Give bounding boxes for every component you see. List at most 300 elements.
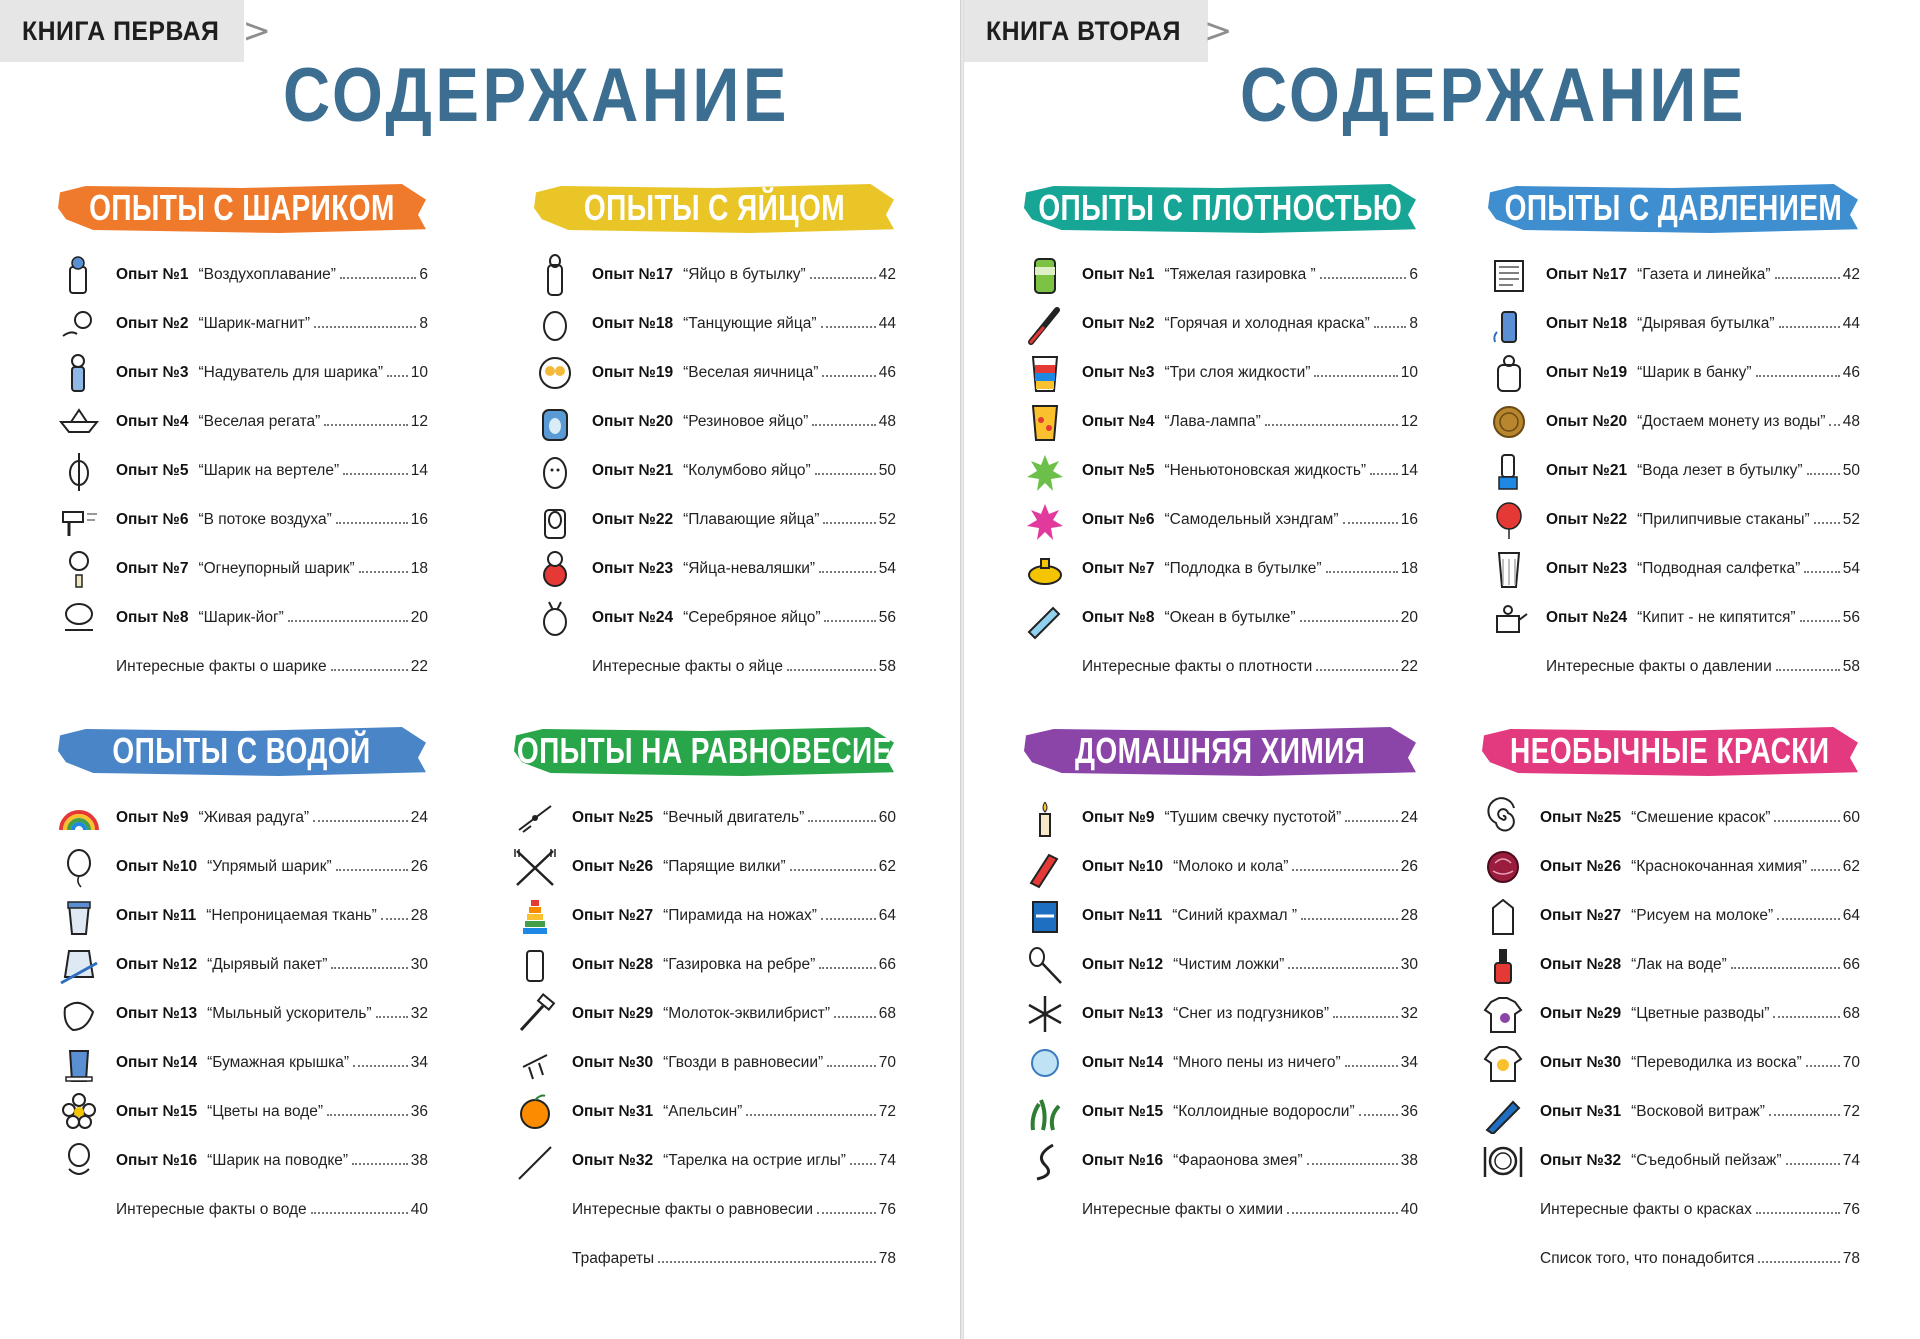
section-banner <box>1486 180 1860 236</box>
experiment-number: Опыт №9 <box>1082 808 1155 826</box>
toc-entry[interactable] <box>56 1136 428 1185</box>
toc-entry[interactable] <box>1486 495 1860 544</box>
toc-entry[interactable] <box>1022 495 1418 544</box>
dot-leader <box>850 1163 876 1165</box>
nails-icon <box>512 1041 558 1085</box>
page-title: СОДЕРЖАНИЕ <box>283 53 790 138</box>
entry-title: “Бумажная крышка” <box>207 1053 350 1071</box>
dot-leader <box>1343 522 1398 524</box>
fried-egg-icon <box>532 351 578 395</box>
entry-title: “Много пены из ничего” <box>1173 1053 1341 1071</box>
dot-leader <box>1265 424 1398 426</box>
experiment-number: Опыт №15 <box>1082 1102 1164 1120</box>
experiment-number: Опыт №12 <box>116 955 198 973</box>
page-number: 16 <box>1400 510 1418 528</box>
toc-entry[interactable] <box>1480 1087 1860 1136</box>
experiment-number: Опыт №11 <box>1082 906 1163 924</box>
dot-leader <box>387 375 408 377</box>
toc-entry[interactable] <box>1486 299 1860 348</box>
page-number: 30 <box>1400 955 1418 973</box>
dot-leader <box>1756 1212 1840 1214</box>
experiment-number: Опыт №23 <box>592 559 674 577</box>
entry-title: “Колумбово яйцо” <box>683 461 811 479</box>
leaky-bag-icon <box>56 943 102 987</box>
experiment-number: Опыт №19 <box>1546 363 1628 381</box>
dot-leader <box>1756 375 1840 377</box>
toc-entry[interactable] <box>1022 1087 1418 1136</box>
entry-title: “Цветы на воде” <box>207 1102 324 1120</box>
dot-leader <box>823 522 875 524</box>
experiment-number: Опыт №13 <box>1082 1004 1164 1022</box>
toc-entry[interactable] <box>532 446 896 495</box>
dot-leader <box>1359 1114 1398 1116</box>
toc-entry[interactable] <box>532 495 896 544</box>
entry-title: “Горячая и холодная краска” <box>1164 314 1370 332</box>
page-number: 24 <box>410 808 428 826</box>
toc-entry[interactable] <box>1480 842 1860 891</box>
entry-title: “Упрямый шарик” <box>207 857 332 875</box>
toc-entry[interactable] <box>512 1087 896 1136</box>
page-number: 78 <box>1842 1249 1860 1267</box>
page-number: 14 <box>410 461 428 479</box>
entry-title: “Чистим ложки” <box>1173 955 1285 973</box>
toc-entry[interactable] <box>56 1038 428 1087</box>
red-balloon-icon <box>1486 498 1532 542</box>
toc-entry[interactable] <box>1480 989 1860 1038</box>
page-number: 58 <box>878 657 896 675</box>
experiment-number: Опыт №7 <box>1082 559 1155 577</box>
entry-title: “Подлодка в бутылке” <box>1164 559 1322 577</box>
dot-leader <box>790 869 876 871</box>
experiment-number: Опыт №21 <box>592 461 674 479</box>
dot-leader <box>812 424 875 426</box>
section-heading: ДОМАШНЯЯ ХИМИЯ <box>1074 730 1366 771</box>
page-number: 36 <box>410 1102 428 1120</box>
entry-title: “Веселая регата” <box>198 412 321 430</box>
toc-entry[interactable] <box>1480 1038 1860 1087</box>
dot-leader <box>327 1114 408 1116</box>
toc-entry[interactable] <box>1022 250 1418 299</box>
toc-entry[interactable] <box>1480 891 1860 940</box>
seaweed-icon <box>1022 1090 1068 1134</box>
page-number: 12 <box>1400 412 1418 430</box>
page-number: 38 <box>410 1151 428 1169</box>
glass-paper-icon <box>56 1041 102 1085</box>
entry-title: “Прилипчивые стаканы” <box>1637 510 1810 528</box>
toc-entry[interactable] <box>532 642 896 691</box>
experiment-number: Опыт №14 <box>1082 1053 1164 1071</box>
dot-leader <box>336 869 408 871</box>
entry-title: “Подводная салфетка” <box>1637 559 1801 577</box>
page-number: 18 <box>1400 559 1418 577</box>
page-number: 46 <box>878 363 896 381</box>
experiment-number: Опыт №3 <box>1082 363 1155 381</box>
toc-entry[interactable] <box>56 642 428 691</box>
dot-leader <box>810 277 876 279</box>
toc-entry[interactable] <box>56 593 428 642</box>
page-number: 28 <box>1400 906 1418 924</box>
toc-entry[interactable] <box>56 989 428 1038</box>
experiment-number: Опыт №8 <box>116 608 189 626</box>
balloon-jar-icon <box>56 253 102 297</box>
standing-egg-icon <box>532 449 578 493</box>
toc-entry[interactable] <box>532 593 896 642</box>
toc-entry[interactable] <box>1022 544 1418 593</box>
dot-leader <box>1292 869 1397 871</box>
glass-cloth-icon <box>56 894 102 938</box>
toc-entry[interactable] <box>56 299 428 348</box>
entry-title: “Цветные разводы” <box>1631 1004 1770 1022</box>
roly-poly-egg-icon <box>532 547 578 591</box>
page-number: 64 <box>878 906 896 924</box>
section-banner <box>1022 180 1418 236</box>
page-number: 76 <box>878 1200 896 1218</box>
toc-entry[interactable] <box>56 793 428 842</box>
dot-leader <box>352 1163 408 1165</box>
entry-title: “Тяжелая газировка ” <box>1164 265 1316 283</box>
page-number: 70 <box>878 1053 896 1071</box>
toc-entry[interactable] <box>512 1234 896 1283</box>
dot-leader <box>1300 620 1398 622</box>
toc-entry[interactable] <box>1486 250 1860 299</box>
dot-leader <box>376 1016 408 1018</box>
hammer-icon <box>512 992 558 1036</box>
experiment-number: Опыт №30 <box>1540 1053 1622 1071</box>
dot-leader <box>1807 473 1840 475</box>
experiment-number: Опыт №22 <box>1546 510 1628 528</box>
toc-entry[interactable] <box>1480 940 1860 989</box>
toc-entry[interactable] <box>1486 642 1860 691</box>
toc-entry[interactable] <box>1486 593 1860 642</box>
entry-title: “Парящие вилки” <box>663 857 786 875</box>
toc-entry[interactable] <box>512 989 896 1038</box>
page-number: 6 <box>1409 265 1418 283</box>
experiment-number: Опыт №17 <box>592 265 674 283</box>
dot-leader <box>288 620 408 622</box>
toc-entry[interactable] <box>512 1136 896 1185</box>
toc-entry[interactable] <box>1486 397 1860 446</box>
page-number: 16 <box>410 510 428 528</box>
entry-title: “Молоко и кола” <box>1173 857 1289 875</box>
toc-entry[interactable] <box>1022 1185 1418 1234</box>
lava-lamp-glass-icon <box>1022 400 1068 444</box>
entry-title: “Резиновое яйцо” <box>683 412 809 430</box>
page-number: 48 <box>1842 412 1860 430</box>
toc-entry[interactable] <box>532 348 896 397</box>
spiral-icon <box>1480 796 1526 840</box>
toc-entry[interactable] <box>56 495 428 544</box>
dot-leader <box>821 326 876 328</box>
bottle-balloon-icon <box>56 351 102 395</box>
section-heading: ОПЫТЫ С ПЛОТНОСТЬЮ <box>1038 187 1402 228</box>
dot-leader <box>746 1114 875 1116</box>
dot-leader <box>787 669 876 671</box>
toc-entry[interactable] <box>1480 1234 1860 1283</box>
experiment-number: Опыт №20 <box>592 412 674 430</box>
toc-entry[interactable] <box>56 1087 428 1136</box>
experiment-number: Опыт №4 <box>116 412 189 430</box>
experiment-number: Опыт №5 <box>1082 461 1155 479</box>
page-number: 20 <box>410 608 428 626</box>
dot-leader <box>1345 1065 1398 1067</box>
balloon-jar-bottle-icon <box>1486 351 1532 395</box>
experiment-number: Опыт №26 <box>1540 857 1622 875</box>
experiment-number: Опыт №27 <box>1540 906 1622 924</box>
experiment-number: Опыт №25 <box>1540 808 1622 826</box>
page-number: 76 <box>1842 1200 1860 1218</box>
tshirt-smile-icon <box>1480 1041 1526 1085</box>
page-number: 60 <box>1842 808 1860 826</box>
experiment-number: Опыт №6 <box>116 510 189 528</box>
experiment-number: Опыт №28 <box>572 955 654 973</box>
section-density <box>1022 180 1418 691</box>
dot-leader <box>834 1016 876 1018</box>
entry-title: “Серебряное яйцо” <box>683 608 821 626</box>
toc-entry[interactable] <box>1022 940 1418 989</box>
experiment-number: Опыт №18 <box>592 314 674 332</box>
toc-entry[interactable] <box>1022 989 1418 1038</box>
page-number: 58 <box>1842 657 1860 675</box>
entry-title: Интересные факты о воде <box>116 1200 307 1218</box>
toc-entry[interactable] <box>56 1185 428 1234</box>
page-number: 10 <box>410 363 428 381</box>
experiment-number: Опыт №32 <box>1540 1151 1622 1169</box>
toc-entry[interactable] <box>56 348 428 397</box>
foam-bubble-icon <box>1022 1041 1068 1085</box>
entry-title: Интересные факты о равновесии <box>572 1200 814 1218</box>
entry-title: “Океан в бутылке” <box>1164 608 1296 626</box>
dot-leader <box>817 1212 876 1214</box>
dot-leader <box>1769 1114 1840 1116</box>
toc-entry[interactable] <box>1486 446 1860 495</box>
toc-entry[interactable] <box>1486 348 1860 397</box>
dot-leader <box>1370 473 1398 475</box>
section-paints <box>1480 723 1860 1283</box>
toc-entry[interactable] <box>1022 891 1418 940</box>
ocean-bottle-icon <box>1022 596 1068 640</box>
dot-leader <box>331 967 407 969</box>
dot-leader <box>1773 1016 1839 1018</box>
page-number: 54 <box>878 559 896 577</box>
toc-entry[interactable] <box>512 940 896 989</box>
experiment-number: Опыт №18 <box>1546 314 1628 332</box>
balloon-icon <box>56 845 102 889</box>
toc-entry[interactable] <box>56 544 428 593</box>
page-number: 8 <box>419 314 428 332</box>
experiment-number: Опыт №23 <box>1546 559 1628 577</box>
dot-leader <box>1288 967 1397 969</box>
paper-boat-soap-icon <box>56 992 102 1036</box>
milk-carton-icon <box>1480 894 1526 938</box>
experiment-number: Опыт №15 <box>116 1102 198 1120</box>
toc-entry[interactable] <box>1022 593 1418 642</box>
toc-entry[interactable] <box>532 397 896 446</box>
toc-entry[interactable] <box>56 446 428 495</box>
dot-leader <box>1829 424 1839 426</box>
green-splash-icon <box>1022 449 1068 493</box>
toc-entry[interactable] <box>1022 793 1418 842</box>
page-number: 32 <box>410 1004 428 1022</box>
dot-leader <box>314 326 416 328</box>
experiment-number: Опыт №22 <box>592 510 674 528</box>
toc-entry[interactable] <box>512 842 896 891</box>
section-heading: ОПЫТЫ С ЯЙЦОМ <box>583 187 845 228</box>
experiment-number: Опыт №12 <box>1082 955 1164 973</box>
toc-entry[interactable] <box>1480 793 1860 842</box>
chevron-right-icon: > <box>1203 11 1233 51</box>
balance-pendulum-icon <box>512 796 558 840</box>
dot-leader <box>815 473 876 475</box>
toc-entry[interactable] <box>1022 642 1418 691</box>
layered-glass-icon <box>1022 351 1068 395</box>
page-number: 14 <box>1400 461 1418 479</box>
page-number: 28 <box>410 906 428 924</box>
chevron-right-icon: > <box>242 11 271 51</box>
page-number: 34 <box>410 1053 428 1071</box>
entry-title: “Достаем монету из воды” <box>1637 412 1826 430</box>
dot-leader <box>1731 967 1840 969</box>
toc-entry[interactable] <box>1022 348 1418 397</box>
entry-title: “Газета и линейка” <box>1637 265 1771 283</box>
toc-entry[interactable] <box>1022 842 1418 891</box>
dot-leader <box>1786 1163 1840 1165</box>
dot-leader <box>1774 820 1839 822</box>
section-banner <box>1022 723 1418 779</box>
section-heading: НЕОБЫЧНЫЕ КРАСКИ <box>1510 730 1830 771</box>
tshirt-stain-icon <box>1480 992 1526 1036</box>
toc-entry[interactable] <box>1022 397 1418 446</box>
dot-leader <box>822 375 875 377</box>
section-egg <box>532 180 896 691</box>
toc-entry[interactable] <box>1486 544 1860 593</box>
toc-entry[interactable] <box>532 544 896 593</box>
spinning-egg-icon <box>532 302 578 346</box>
nail-bed-balloon-icon <box>56 596 102 640</box>
page-number: 50 <box>1842 461 1860 479</box>
page-number: 6 <box>419 265 428 283</box>
entry-title: “Огнеупорный шарик” <box>198 559 355 577</box>
cola-milk-icon <box>1022 845 1068 889</box>
entry-title: “Рисуем на молоке” <box>1631 906 1774 924</box>
entry-title: “Плавающие яйца” <box>683 510 820 528</box>
experiment-number: Опыт №10 <box>1082 857 1164 875</box>
toc-entry[interactable] <box>1022 1136 1418 1185</box>
toc-entry[interactable] <box>532 250 896 299</box>
entry-title: Интересные факты о шарике <box>116 657 327 675</box>
page-number: 60 <box>878 808 896 826</box>
page-number: 62 <box>1842 857 1860 875</box>
dot-leader <box>336 522 408 524</box>
toc-entry[interactable] <box>1480 1185 1860 1234</box>
entry-title: “Воздухоплавание” <box>198 265 336 283</box>
balloon-leash-icon <box>56 1139 102 1183</box>
page-number: 62 <box>878 857 896 875</box>
toc-entry[interactable] <box>56 891 428 940</box>
entry-title: “Синий крахмал ” <box>1172 906 1297 924</box>
section-pressure <box>1486 180 1860 691</box>
experiment-number: Опыт №2 <box>116 314 189 332</box>
dot-leader <box>658 1261 876 1263</box>
dot-leader <box>1811 869 1840 871</box>
egg-bottle-icon <box>532 253 578 297</box>
experiment-number: Опыт №26 <box>572 857 654 875</box>
toc-entry[interactable] <box>1022 299 1418 348</box>
toc-list <box>512 793 896 1283</box>
toc-entry[interactable] <box>512 1185 896 1234</box>
entry-title: “Яйцо в бутылку” <box>683 265 806 283</box>
toc-entry[interactable] <box>56 940 428 989</box>
dot-leader <box>1758 1261 1839 1263</box>
page-number: 52 <box>878 510 896 528</box>
dot-leader <box>1320 277 1407 279</box>
toc-entry[interactable] <box>512 891 896 940</box>
toc-entry[interactable] <box>1022 1038 1418 1087</box>
dot-leader <box>324 424 407 426</box>
toc-list <box>532 250 896 691</box>
spoon-icon <box>1022 943 1068 987</box>
entry-title: “Вода лезет в бутылку” <box>1637 461 1803 479</box>
toc-entry[interactable] <box>532 299 896 348</box>
toc-entry[interactable] <box>512 793 896 842</box>
entry-title: “Снег из подгузников” <box>1173 1004 1330 1022</box>
section-balance <box>512 723 896 1283</box>
experiment-number: Опыт №8 <box>1082 608 1155 626</box>
dot-leader <box>1301 918 1398 920</box>
toc-entry[interactable] <box>56 842 428 891</box>
candle-balloon-icon <box>56 547 102 591</box>
entry-title: Интересные факты о давлении <box>1546 657 1772 675</box>
toc-entry[interactable] <box>1022 446 1418 495</box>
entry-title: “Смешение красок” <box>1631 808 1771 826</box>
experiment-number: Опыт №30 <box>572 1053 654 1071</box>
toc-entry[interactable] <box>56 250 428 299</box>
toc-entry[interactable] <box>1480 1136 1860 1185</box>
experiment-number: Опыт №24 <box>1546 608 1628 626</box>
section-heading: ОПЫТЫ С ШАРИКОМ <box>89 187 395 228</box>
experiment-number: Опыт №3 <box>116 363 189 381</box>
entry-title: “Молоток-эквилибрист” <box>663 1004 831 1022</box>
page-number: 54 <box>1842 559 1860 577</box>
section-banner <box>532 180 896 236</box>
entry-title: “Пирамида на ножах” <box>663 906 817 924</box>
experiment-number: Опыт №29 <box>572 1004 654 1022</box>
page-number: 48 <box>878 412 896 430</box>
entry-title: “Веселая яичница” <box>683 363 819 381</box>
book-two-tab[interactable] <box>964 0 1233 62</box>
experiment-number: Опыт №14 <box>116 1053 198 1071</box>
toc-entry[interactable] <box>56 397 428 446</box>
book-one-tab[interactable] <box>0 0 271 62</box>
entry-title: Список того, что понадобится <box>1540 1249 1755 1267</box>
entry-title: “Мыльный ускоритель” <box>207 1004 372 1022</box>
experiment-number: Опыт №7 <box>116 559 189 577</box>
entry-title: Интересные факты о плотности <box>1082 657 1313 675</box>
dot-leader <box>331 669 408 671</box>
page-title: СОДЕРЖАНИЕ <box>1240 53 1747 138</box>
page-number: 42 <box>878 265 896 283</box>
page-number: 44 <box>878 314 896 332</box>
section-balloon <box>56 180 428 691</box>
entry-title: “Апельсин” <box>663 1102 743 1120</box>
experiment-number: Опыт №31 <box>1540 1102 1622 1120</box>
page-number: 56 <box>1842 608 1860 626</box>
crossed-forks-icon <box>512 845 558 889</box>
toc-entry[interactable] <box>512 1038 896 1087</box>
entry-title: “Тушим свечку пустотой” <box>1164 808 1342 826</box>
entry-title: “Газировка на ребре” <box>663 955 816 973</box>
page-number: 56 <box>878 608 896 626</box>
page-number: 26 <box>410 857 428 875</box>
